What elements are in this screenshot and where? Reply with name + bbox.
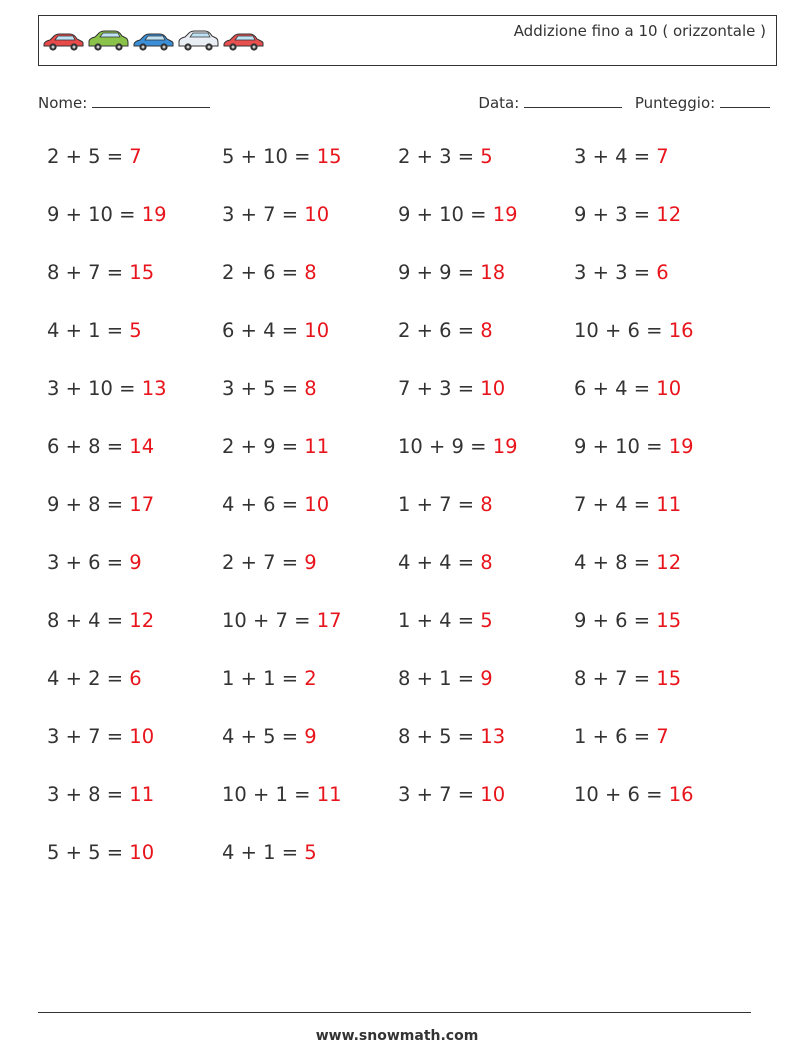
- problem-expression: 2 + 5 =: [47, 145, 130, 168]
- worksheet-title: Addizione fino a 10 ( orizzontale ): [513, 22, 766, 40]
- problem-expression: 4 + 5 =: [222, 725, 305, 748]
- date-score-fields: [478, 93, 770, 112]
- problem-expression: 4 + 1 =: [222, 841, 305, 864]
- info-row: [38, 93, 770, 115]
- problem-item: [47, 841, 154, 864]
- problem-answer: 10: [304, 493, 330, 516]
- problem-answer: 5: [480, 609, 493, 632]
- problem-item: [222, 377, 317, 400]
- problem-expression: 4 + 6 =: [222, 493, 305, 516]
- problem-item: [398, 725, 505, 748]
- problem-answer: 9: [480, 667, 493, 690]
- problem-answer: 18: [480, 261, 506, 284]
- problem-item: [222, 841, 317, 864]
- problem-expression: 4 + 4 =: [398, 551, 481, 574]
- footer-url: www.snowmath.com: [315, 1028, 479, 1044]
- problem-item: [222, 667, 317, 690]
- problem-answer: 7: [129, 145, 142, 168]
- problem-expression: 3 + 10 =: [47, 377, 142, 400]
- problem-expression: 3 + 7 =: [222, 203, 305, 226]
- problem-answer: 9: [304, 725, 317, 748]
- problem-expression: 9 + 3 =: [574, 203, 657, 226]
- problem-answer: 10: [129, 725, 155, 748]
- problem-answer: 8: [480, 493, 493, 516]
- problem-expression: 3 + 4 =: [574, 145, 657, 168]
- problem-expression: 6 + 4 =: [222, 319, 305, 342]
- problem-item: [222, 783, 342, 806]
- problem-answer: 9: [304, 551, 317, 574]
- problem-answer: 19: [668, 435, 694, 458]
- problem-expression: 1 + 6 =: [574, 725, 657, 748]
- problem-item: [222, 203, 329, 226]
- problem-item: [222, 551, 317, 574]
- problem-expression: 4 + 1 =: [47, 319, 130, 342]
- problem-item: [398, 145, 493, 168]
- problem-expression: 3 + 5 =: [222, 377, 305, 400]
- problem-expression: 8 + 5 =: [398, 725, 481, 748]
- problem-item: [574, 667, 681, 690]
- problem-item: [47, 377, 167, 400]
- problem-expression: 1 + 1 =: [222, 667, 305, 690]
- problem-answer: 5: [480, 145, 493, 168]
- problem-item: [47, 725, 154, 748]
- problem-answer: 11: [656, 493, 682, 516]
- problem-answer: 8: [480, 319, 493, 342]
- problem-expression: 2 + 7 =: [222, 551, 305, 574]
- problem-item: [398, 261, 505, 284]
- problem-expression: 8 + 4 =: [47, 609, 130, 632]
- problem-item: [47, 261, 154, 284]
- problem-item: [398, 377, 505, 400]
- problem-item: [574, 783, 694, 806]
- problem-answer: 6: [656, 261, 669, 284]
- problem-expression: 3 + 8 =: [47, 783, 130, 806]
- problem-item: [47, 145, 142, 168]
- problem-expression: 8 + 7 =: [574, 667, 657, 690]
- problem-expression: 9 + 6 =: [574, 609, 657, 632]
- problem-expression: 3 + 3 =: [574, 261, 657, 284]
- problem-expression: 1 + 4 =: [398, 609, 481, 632]
- problem-item: [222, 435, 329, 458]
- score-blank[interactable]: [720, 93, 770, 108]
- problem-item: [222, 261, 317, 284]
- problem-expression: 5 + 5 =: [47, 841, 130, 864]
- problem-item: [222, 493, 329, 516]
- problem-expression: 9 + 8 =: [47, 493, 130, 516]
- problem-answer: 10: [480, 377, 506, 400]
- red-hatchback-icon: [222, 30, 265, 52]
- problem-item: [47, 551, 142, 574]
- problem-expression: 9 + 10 =: [398, 203, 493, 226]
- problem-answer: 15: [656, 609, 682, 632]
- problem-item: [574, 435, 694, 458]
- red-car-icon: [42, 30, 85, 52]
- problem-answer: 17: [316, 609, 342, 632]
- problem-item: [222, 319, 329, 342]
- problem-answer: 19: [141, 203, 167, 226]
- problem-answer: 8: [304, 261, 317, 284]
- date-blank[interactable]: [524, 93, 622, 108]
- problem-answer: 6: [129, 667, 142, 690]
- problem-answer: 14: [129, 435, 155, 458]
- problem-item: [398, 783, 505, 806]
- problem-answer: 5: [129, 319, 142, 342]
- problem-answer: 8: [304, 377, 317, 400]
- problem-answer: 12: [656, 203, 682, 226]
- problem-expression: 4 + 8 =: [574, 551, 657, 574]
- problem-expression: 4 + 2 =: [47, 667, 130, 690]
- problem-answer: 15: [316, 145, 342, 168]
- problem-answer: 7: [656, 145, 669, 168]
- problem-expression: 1 + 7 =: [398, 493, 481, 516]
- problem-item: [47, 667, 142, 690]
- problem-answer: 10: [656, 377, 682, 400]
- problem-item: [47, 319, 142, 342]
- problem-expression: 3 + 7 =: [47, 725, 130, 748]
- problem-item: [47, 493, 154, 516]
- problem-item: [222, 609, 342, 632]
- problem-expression: 8 + 1 =: [398, 667, 481, 690]
- problem-item: [398, 435, 518, 458]
- date-label: Data:: [478, 94, 520, 112]
- problem-expression: 9 + 10 =: [47, 203, 142, 226]
- problem-expression: 10 + 1 =: [222, 783, 317, 806]
- problem-answer: 10: [480, 783, 506, 806]
- problem-item: [47, 609, 154, 632]
- problem-expression: 3 + 7 =: [398, 783, 481, 806]
- problem-item: [574, 551, 681, 574]
- problem-item: [222, 145, 342, 168]
- problem-expression: 2 + 6 =: [222, 261, 305, 284]
- problem-item: [574, 203, 681, 226]
- problem-answer: 16: [668, 319, 694, 342]
- problem-answer: 15: [129, 261, 155, 284]
- problem-answer: 2: [304, 667, 317, 690]
- problem-item: [398, 551, 493, 574]
- problem-expression: 7 + 3 =: [398, 377, 481, 400]
- problem-answer: 13: [141, 377, 167, 400]
- problem-answer: 11: [304, 435, 330, 458]
- score-label: Punteggio:: [634, 94, 716, 112]
- problem-item: [47, 435, 154, 458]
- problem-item: [47, 783, 154, 806]
- problem-item: [47, 203, 167, 226]
- problem-answer: 19: [492, 203, 518, 226]
- problem-expression: 2 + 9 =: [222, 435, 305, 458]
- problem-answer: 7: [656, 725, 669, 748]
- problem-expression: 3 + 6 =: [47, 551, 130, 574]
- problem-answer: 11: [129, 783, 155, 806]
- problem-answer: 9: [129, 551, 142, 574]
- problem-answer: 10: [304, 319, 330, 342]
- problem-expression: 10 + 6 =: [574, 319, 669, 342]
- problem-answer: 17: [129, 493, 155, 516]
- car-icons: [42, 30, 265, 52]
- problem-item: [398, 609, 493, 632]
- problem-answer: 13: [480, 725, 506, 748]
- problem-answer: 16: [668, 783, 694, 806]
- problem-expression: 2 + 3 =: [398, 145, 481, 168]
- problem-expression: 10 + 7 =: [222, 609, 317, 632]
- problem-expression: 10 + 6 =: [574, 783, 669, 806]
- problem-expression: 8 + 7 =: [47, 261, 130, 284]
- problem-expression: 9 + 9 =: [398, 261, 481, 284]
- blue-car-icon: [132, 30, 175, 52]
- problem-answer: 5: [304, 841, 317, 864]
- problem-item: [574, 261, 669, 284]
- footer-divider: [38, 1012, 751, 1013]
- worksheet-header: [38, 15, 777, 66]
- green-van-icon: [87, 30, 130, 52]
- problem-item: [398, 667, 493, 690]
- problem-item: [398, 203, 518, 226]
- problem-expression: 6 + 4 =: [574, 377, 657, 400]
- problem-answer: 11: [316, 783, 342, 806]
- problem-answer: 10: [129, 841, 155, 864]
- name-label: Nome:: [38, 94, 88, 112]
- problem-item: [574, 377, 681, 400]
- problem-expression: 6 + 8 =: [47, 435, 130, 458]
- problem-item: [398, 493, 493, 516]
- problem-expression: 5 + 10 =: [222, 145, 317, 168]
- problem-answer: 12: [129, 609, 155, 632]
- problem-expression: 2 + 6 =: [398, 319, 481, 342]
- problem-item: [574, 319, 694, 342]
- name-blank[interactable]: [92, 93, 210, 108]
- problem-item: [574, 609, 681, 632]
- problem-answer: 12: [656, 551, 682, 574]
- problem-answer: 10: [304, 203, 330, 226]
- white-suv-icon: [177, 30, 220, 52]
- problem-expression: 7 + 4 =: [574, 493, 657, 516]
- problem-answer: 15: [656, 667, 682, 690]
- problem-item: [574, 725, 669, 748]
- problem-item: [398, 319, 493, 342]
- problem-answer: 19: [492, 435, 518, 458]
- problem-item: [574, 145, 669, 168]
- problem-item: [574, 493, 681, 516]
- problem-expression: 10 + 9 =: [398, 435, 493, 458]
- name-field: [38, 93, 210, 112]
- problem-expression: 9 + 10 =: [574, 435, 669, 458]
- problem-item: [222, 725, 317, 748]
- problem-answer: 8: [480, 551, 493, 574]
